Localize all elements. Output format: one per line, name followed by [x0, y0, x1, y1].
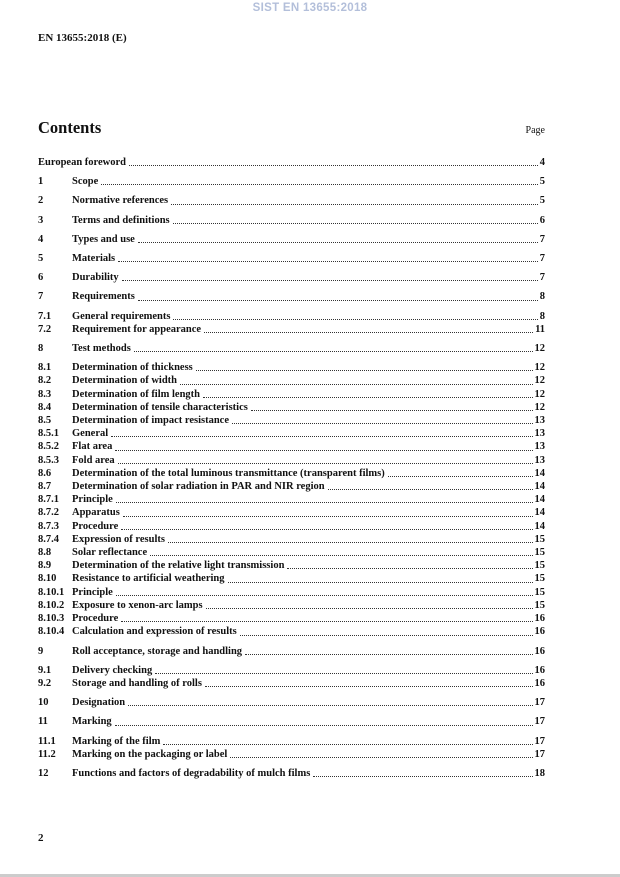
toc-entry[interactable] — [38, 533, 545, 546]
toc-entry-title: General requirements — [72, 310, 171, 322]
toc-entry-title: Types and use — [72, 233, 135, 245]
toc-entry-title: Marking on the packaging or label — [72, 748, 228, 760]
toc-entry-number: 8.10.3 — [38, 613, 65, 625]
toc-entry[interactable] — [38, 715, 545, 728]
toc-dotted-leader — [173, 319, 537, 320]
toc-entry-title: Solar reflectance — [72, 547, 148, 559]
toc-entry-number: 1 — [38, 176, 44, 188]
toc-entry-page: 13 — [534, 428, 545, 440]
toc-entry-title: Marking of the film — [72, 735, 161, 747]
toc-entry-number: 7.1 — [38, 310, 52, 322]
toc-entry-number: 8.1 — [38, 362, 52, 374]
toc-entry-number: 8.5 — [38, 415, 52, 427]
toc-entry[interactable] — [38, 645, 545, 658]
toc-entry-title: Terms and definitions — [72, 214, 170, 226]
toc-entry-page: 4 — [539, 157, 545, 168]
toc-entry-page: 8 — [539, 310, 545, 322]
toc-entry-page: 13 — [534, 415, 545, 427]
toc-entry-page: 18 — [534, 767, 545, 779]
toc-entry-page: 15 — [534, 573, 545, 585]
toc-entry-page: 17 — [534, 748, 545, 760]
toc-dotted-leader — [115, 725, 533, 726]
toc-entry[interactable] — [38, 546, 545, 559]
page-number: 2 — [38, 832, 44, 844]
toc-entry-number: 8 — [38, 343, 44, 355]
toc-dotted-leader — [232, 423, 533, 424]
toc-entry-title: Roll acceptance, storage and handling — [72, 645, 243, 657]
toc-dotted-leader — [388, 476, 533, 477]
toc-entry-title: Flat area — [72, 441, 113, 453]
toc-entry-number: 8.5.1 — [38, 428, 59, 440]
toc-entry-number: 11.1 — [38, 735, 56, 747]
toc-entry-number: 9 — [38, 645, 44, 657]
toc-dotted-leader — [115, 450, 532, 451]
toc-dotted-leader — [173, 223, 538, 224]
toc-entry-number: 8.7.1 — [38, 494, 59, 506]
toc-entry[interactable] — [38, 506, 545, 519]
toc-entry-number: 8.2 — [38, 375, 52, 387]
toc-entry-page: 14 — [534, 494, 545, 506]
toc-entry-title: Determination of the total luminous transmittance (transparent films) — [72, 467, 385, 479]
toc-dotted-leader — [240, 635, 533, 636]
toc-entry-title: Normative references — [72, 195, 169, 207]
toc-dotted-leader — [251, 410, 533, 411]
toc-entry[interactable] — [38, 586, 545, 599]
toc-entry-number: 8.7.2 — [38, 507, 59, 519]
toc-dotted-leader — [121, 529, 532, 530]
toc-entry-number: 7.2 — [38, 323, 52, 335]
toc-entry-number: 11 — [38, 716, 48, 728]
toc-entry-page: 16 — [534, 664, 545, 676]
toc-entry-number: 11.2 — [38, 748, 56, 760]
toc-entry-title: Determination of impact resistance — [72, 415, 229, 427]
toc-entry-title: Test methods — [72, 343, 131, 355]
toc-dotted-leader — [134, 351, 533, 352]
toc-entry-title: Determination of width — [72, 375, 177, 387]
watermark: SIST EN 13655:2018 — [252, 2, 368, 14]
toc-entry-title: Fold area — [72, 454, 115, 466]
toc-entry-title: Storage and handling of rolls — [72, 677, 202, 689]
toc-entry[interactable] — [38, 454, 545, 467]
toc-dotted-leader — [118, 463, 533, 464]
toc-entry-number: 8.8 — [38, 547, 52, 559]
toc-entry[interactable] — [38, 194, 545, 207]
toc-entry-title: Resistance to artificial weathering — [72, 573, 225, 585]
toc-entry-title: Delivery checking — [72, 664, 153, 676]
toc-dotted-leader — [171, 204, 538, 205]
toc-entry-number: 7 — [38, 291, 44, 303]
toc-dotted-leader — [287, 568, 532, 569]
toc-entry-page: 14 — [534, 481, 545, 493]
toc-entry-page: 12 — [534, 401, 545, 413]
toc-dotted-leader — [128, 705, 532, 706]
toc-entry[interactable] — [38, 427, 545, 440]
toc-entry-title: Materials — [72, 253, 116, 265]
toc-entry[interactable] — [38, 625, 545, 638]
toc-dotted-leader — [204, 332, 533, 333]
toc-entry-page: 15 — [534, 586, 545, 598]
toc-entry-number: 8.7 — [38, 481, 52, 493]
toc-list — [38, 156, 545, 780]
toc-entry-title: Exposure to xenon-arc lamps — [72, 599, 203, 611]
toc-dotted-leader — [118, 261, 538, 262]
toc-entry[interactable] — [38, 664, 545, 677]
toc-entry-number: 8.10.2 — [38, 599, 65, 611]
toc-entry-page: 5 — [539, 195, 545, 207]
toc-entry-page: 7 — [539, 253, 545, 265]
toc-dotted-leader — [121, 621, 532, 622]
toc-entry-page: 15 — [534, 599, 545, 611]
toc-entry-page: 14 — [534, 507, 545, 519]
toc-entry-page: 14 — [534, 467, 545, 479]
toc-entry-page: 16 — [534, 626, 545, 638]
toc-entry-page: 17 — [534, 735, 545, 747]
toc-dotted-leader — [116, 502, 533, 503]
toc-entry[interactable] — [38, 696, 545, 709]
toc-entry-page: 13 — [534, 454, 545, 466]
toc-entry-page: 8 — [539, 291, 545, 303]
toc-entry-number: 12 — [38, 767, 49, 779]
toc-dotted-leader — [245, 654, 532, 655]
toc-dotted-leader — [116, 595, 533, 596]
toc-entry[interactable] — [38, 612, 545, 625]
toc-entry-title: Procedure — [72, 520, 119, 532]
toc-entry[interactable] — [38, 374, 545, 387]
toc-entry[interactable] — [38, 361, 545, 374]
toc-entry-number: 8.5.2 — [38, 441, 59, 453]
toc-entry[interactable] — [38, 748, 545, 761]
toc-entry-number: 4 — [38, 233, 44, 245]
document-reference: EN 13655:2018 (E) — [38, 32, 127, 44]
toc-entry[interactable] — [38, 440, 545, 453]
toc-dotted-leader — [203, 397, 532, 398]
toc-entry[interactable] — [38, 572, 545, 585]
toc-entry[interactable] — [38, 493, 545, 506]
toc-entry-title: Scope — [72, 176, 99, 188]
toc-entry-title: Durability — [72, 272, 119, 284]
toc-dotted-leader — [123, 516, 533, 517]
toc-entry[interactable] — [38, 323, 545, 336]
toc-entry-page: 11 — [535, 323, 545, 335]
toc-entry[interactable] — [38, 599, 545, 612]
toc-entry[interactable] — [38, 310, 545, 323]
page-column-label: Page — [525, 125, 545, 136]
toc-entry[interactable] — [38, 342, 545, 355]
toc-entry-number: 8.10 — [38, 573, 57, 585]
toc-entry-title: Determination of film length — [72, 388, 201, 400]
toc-entry-page: 16 — [534, 645, 545, 657]
toc-entry-title: Designation — [72, 697, 126, 709]
toc-dotted-leader — [129, 165, 538, 166]
toc-entry-page: 17 — [534, 716, 545, 728]
toc-entry-page: 16 — [534, 613, 545, 625]
toc-entry[interactable] — [38, 735, 545, 748]
toc-dotted-leader — [328, 489, 533, 490]
toc-entry-title: Procedure — [72, 613, 119, 625]
toc-dotted-leader — [150, 555, 532, 556]
toc-entry[interactable] — [38, 401, 545, 414]
toc-entry[interactable] — [38, 290, 545, 303]
toc-entry-title: Principle — [72, 586, 113, 598]
toc-entry-page: 17 — [534, 697, 545, 709]
toc-entry-number: 8.5.3 — [38, 454, 59, 466]
toc-dotted-leader — [163, 744, 532, 745]
toc-entry-title: Expression of results — [72, 533, 165, 545]
contents-header — [38, 118, 545, 138]
toc-entry-page: 12 — [534, 388, 545, 400]
toc-entry[interactable] — [38, 175, 545, 188]
toc-entry[interactable] — [38, 467, 545, 480]
toc-entry-page: 12 — [534, 375, 545, 387]
toc-entry-number: 10 — [38, 697, 49, 709]
toc-entry-page: 12 — [534, 343, 545, 355]
toc-entry-title: Requirements — [72, 291, 135, 303]
toc-entry-title: Determination of solar radiation in PAR and NIR region — [72, 481, 325, 493]
toc-entry-page: 15 — [534, 547, 545, 559]
toc-dotted-leader — [180, 384, 533, 385]
toc-entry-title: Principle — [72, 494, 113, 506]
toc-entry-title: Determination of tensile characteristics — [72, 401, 248, 413]
toc-entry[interactable] — [38, 414, 545, 427]
toc-entry-page: 14 — [534, 520, 545, 532]
toc-entry-title: Apparatus — [72, 507, 120, 519]
toc-entry-number: 8.10.4 — [38, 626, 65, 638]
toc-dotted-leader — [230, 757, 532, 758]
toc-entry[interactable] — [38, 767, 545, 780]
toc-dotted-leader — [122, 280, 538, 281]
toc-dotted-leader — [206, 608, 533, 609]
toc-entry-page: 16 — [534, 677, 545, 689]
contents-title: Contents — [38, 118, 102, 137]
toc-entry[interactable] — [38, 677, 545, 690]
toc-entry[interactable] — [38, 520, 545, 533]
toc-entry-title: Calculation and expression of results — [72, 626, 237, 638]
toc-entry-number: 3 — [38, 214, 44, 226]
toc-entry-number: 5 — [38, 253, 44, 265]
toc-dotted-leader — [111, 436, 532, 437]
toc-entry-title: General — [72, 428, 109, 440]
toc-entry-number: 8.9 — [38, 560, 52, 572]
toc-entry-page: 5 — [539, 176, 545, 188]
toc-entry[interactable] — [38, 233, 545, 246]
toc-dotted-leader — [313, 776, 532, 777]
toc-entry-title: Functions and factors of degradability of mulch films — [72, 767, 311, 779]
toc-entry[interactable] — [38, 214, 545, 227]
toc-entry-page: 15 — [534, 533, 545, 545]
toc-entry[interactable] — [38, 388, 545, 401]
toc-entry-number: 8.3 — [38, 388, 52, 400]
toc-entry-page: 6 — [539, 214, 545, 226]
toc-dotted-leader — [101, 184, 538, 185]
toc-dotted-leader — [138, 300, 538, 301]
toc-entry-number: 6 — [38, 272, 44, 284]
toc-entry-page: 7 — [539, 233, 545, 245]
toc-entry-title: Requirement for appearance — [72, 323, 202, 335]
toc-entry-number: 8.7.4 — [38, 533, 59, 545]
toc-entry-title: Determination of the relative light transmission — [72, 560, 285, 572]
toc-entry-number: 9.1 — [38, 664, 52, 676]
toc-dotted-leader — [155, 673, 532, 674]
toc-entry-title: Marking — [72, 716, 112, 728]
toc-entry-number: 8.4 — [38, 401, 52, 413]
toc-dotted-leader — [138, 242, 538, 243]
toc-entry-title: Determination of thickness — [72, 362, 193, 374]
toc-entry-number: 2 — [38, 195, 44, 207]
toc-entry-number: 9.2 — [38, 677, 52, 689]
toc-entry-page: 15 — [534, 560, 545, 572]
toc-dotted-leader — [168, 542, 533, 543]
toc-entry-number: 8.10.1 — [38, 586, 65, 598]
toc-entry[interactable] — [38, 156, 545, 169]
toc-entry[interactable] — [38, 480, 545, 493]
toc-entry-page: 12 — [534, 362, 545, 374]
toc-entry-page: 13 — [534, 441, 545, 453]
toc-entry[interactable] — [38, 252, 545, 265]
toc-entry-title: European foreword — [38, 157, 126, 168]
toc-entry[interactable] — [38, 559, 545, 572]
toc-dotted-leader — [228, 582, 533, 583]
toc-dotted-leader — [196, 370, 533, 371]
toc-dotted-leader — [205, 686, 533, 687]
toc-entry[interactable] — [38, 271, 545, 284]
toc-entry-number: 8.7.3 — [38, 520, 59, 532]
toc-entry-page: 7 — [539, 272, 545, 284]
toc-entry-number: 8.6 — [38, 467, 52, 479]
